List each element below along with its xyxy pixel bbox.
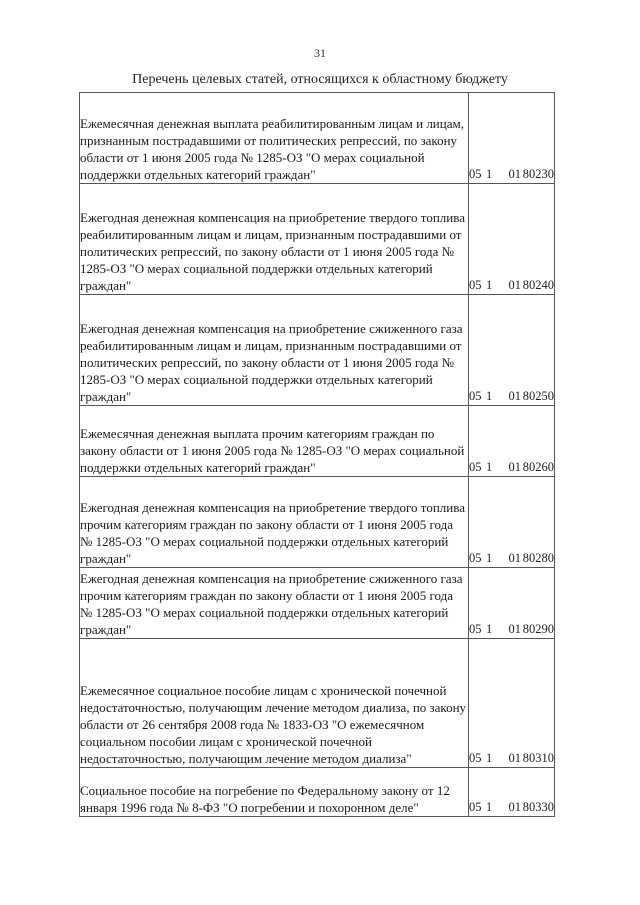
row-description: Социальное пособие на погребение по Федеральному закону от 12 января 1996 года № 8-ФЗ "О погребении и похоронном деле"	[80, 768, 469, 817]
code-article: 80250	[522, 389, 554, 403]
code-section: 05	[469, 751, 482, 765]
row-description: Ежегодная денежная компенсация на приобретение сжиженного газа реабилитированным лицам и лицам, признанным пострадавшими от политических репрессий, по закону области от 1 июня 2005 года № 1285-ОЗ "О мерах социальной поддержки отдельных категорий граждан"	[80, 295, 469, 406]
code-subsection: 1	[485, 278, 493, 292]
row-codes	[469, 768, 555, 817]
code-article: 80260	[522, 460, 554, 474]
table-row	[80, 93, 555, 184]
row-description: Ежемесячное социальное пособие лицам с хронической почечной недостаточностью, получающим лечение методом диализа, по закону области от 26 сентября 2008 года № 1833-ОЗ "О ежемесячном социальном пособии лицам с хронической почечной недостаточностью, получающим лечение методом диализа"	[80, 639, 469, 768]
code-section: 05	[469, 800, 482, 814]
code-section: 05	[469, 622, 482, 636]
budget-articles-table	[79, 92, 555, 817]
code-program: 01	[508, 800, 521, 814]
code-subsection: 1	[485, 751, 493, 765]
page-number: 31	[314, 46, 326, 60]
code-subsection: 1	[485, 551, 493, 565]
code-subsection: 1	[485, 460, 493, 474]
code-article: 80290	[522, 622, 554, 636]
code-subsection: 1	[485, 800, 493, 814]
row-codes	[469, 295, 555, 406]
table-row	[80, 184, 555, 295]
row-description: Ежегодная денежная компенсация на приобретение сжиженного газа прочим категориям граждан по закону области от 1 июня 2005 года № 1285-ОЗ "О мерах социальной поддержки отдельных категорий граждан"	[80, 568, 469, 639]
row-codes	[469, 639, 555, 768]
code-subsection: 1	[485, 389, 493, 403]
code-program: 01	[508, 622, 521, 636]
code-article: 80280	[522, 551, 554, 565]
table-row	[80, 568, 555, 639]
table-row	[80, 295, 555, 406]
code-section: 05	[469, 167, 482, 181]
code-program: 01	[508, 278, 521, 292]
row-description: Ежемесячная денежная выплата реабилитированным лицам и лицам, признанным пострадавшими от политических репрессий, по закону области от 1 июня 2005 года № 1285-ОЗ "О мерах социальной поддержки отдельных категорий граждан"	[80, 93, 469, 184]
code-section: 05	[469, 278, 482, 292]
code-article: 80240	[522, 278, 554, 292]
row-codes	[469, 406, 555, 477]
code-article: 80310	[522, 751, 554, 765]
table-row	[80, 406, 555, 477]
row-codes	[469, 477, 555, 568]
row-description: Ежегодная денежная компенсация на приобретение твердого топлива прочим категориям граждан по закону области от 1 июня 2005 года № 1285-ОЗ "О мерах социальной поддержки отдельных категорий граждан"	[80, 477, 469, 568]
table-row	[80, 639, 555, 768]
code-program: 01	[508, 389, 521, 403]
document-title: Перечень целевых статей, относящихся к областному бюджету	[132, 72, 508, 87]
code-subsection: 1	[485, 167, 493, 181]
code-section: 05	[469, 551, 482, 565]
code-program: 01	[508, 751, 521, 765]
code-program: 01	[508, 551, 521, 565]
code-program: 01	[508, 460, 521, 474]
code-program: 01	[508, 167, 521, 181]
code-article: 80230	[522, 167, 554, 181]
code-section: 05	[469, 389, 482, 403]
row-codes	[469, 93, 555, 184]
table-row	[80, 477, 555, 568]
table-row	[80, 768, 555, 817]
row-codes	[469, 568, 555, 639]
code-article: 80330	[522, 800, 554, 814]
code-section: 05	[469, 460, 482, 474]
row-codes	[469, 184, 555, 295]
row-description: Ежемесячная денежная выплата прочим категориям граждан по закону области от 1 июня 2005 года № 1285-ОЗ "О мерах социальной поддержки отдельных категорий граждан"	[80, 406, 469, 477]
row-description: Ежегодная денежная компенсация на приобретение твердого топлива реабилитированным лицам и лицам, признанным пострадавшими от политических репрессий, по закону области от 1 июня 2005 года № 1285-ОЗ "О мерах социальной поддержки отдельных категорий граждан"	[80, 184, 469, 295]
code-subsection: 1	[485, 622, 493, 636]
